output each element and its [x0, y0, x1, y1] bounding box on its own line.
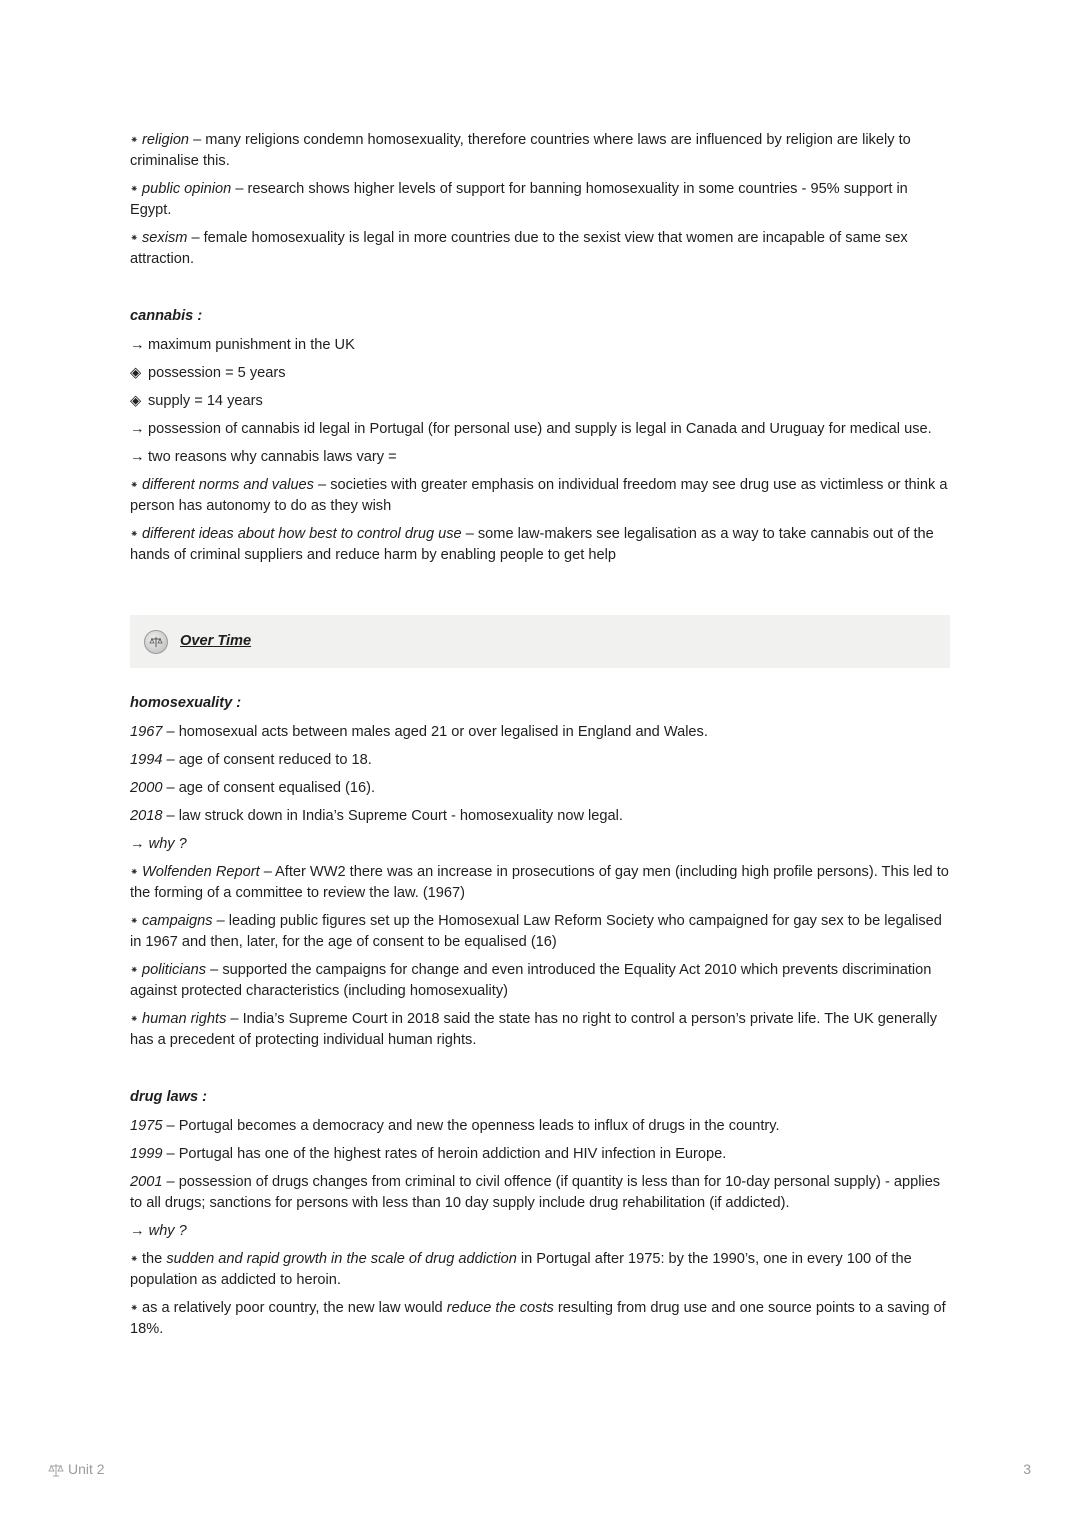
- list-item: ⁕ sexism – female homosexuality is legal in more countries due to the sexist view that women are incapable of same sex attraction.: [130, 230, 908, 267]
- callout-title: Over Time: [180, 633, 252, 649]
- timeline-item: 1967 – homosexual acts between males aged 21 or over legalised in England and Wales.: [130, 724, 708, 740]
- list-item: ⁕ different ideas about how best to control drug use – some law-makers see legalisation as a way to take cannabis out of the hands of criminal suppliers and reduce harm by enabling people to get help: [130, 526, 934, 563]
- cannabis-heading: cannabis :: [130, 308, 203, 324]
- page-body: [130, 130, 950, 1347]
- list-item: → two reasons why cannabis laws vary =: [130, 447, 950, 468]
- list-item: → possession of cannabis id legal in Portugal (for personal use) and supply is legal in Canada and Uruguay for medical use.: [130, 419, 950, 440]
- list-item: ⁕ public opinion – research shows higher levels of support for banning homosexuality in some countries - 95% support in Egypt.: [130, 181, 908, 218]
- arrow-icon: →: [130, 449, 145, 465]
- scales-icon: [48, 1462, 64, 1478]
- timeline-item: 1975 – Portugal becomes a democracy and new the openness leads to influx of drugs in the country.: [130, 1118, 780, 1134]
- timeline-item: 1994 – age of consent reduced to 18.: [130, 752, 372, 768]
- list-item: ⁕ campaigns – leading public figures set up the Homosexual Law Reform Society who campaigned for gay sex to be legalised in 1967 and then, later, for the age of consent to be equalised (16): [130, 913, 942, 950]
- diamond-icon: ◈: [130, 393, 142, 409]
- list-item: ◈ possession = 5 years: [130, 363, 950, 384]
- list-item: → maximum punishment in the UK: [130, 335, 950, 356]
- scales-icon: [144, 630, 168, 654]
- page-number: 3: [1023, 1461, 1031, 1477]
- list-item: ⁕ human rights – India’s Supreme Court in 2018 said the state has no right to control a person’s private life. The UK generally has a precedent of protecting individual human rights.: [130, 1011, 938, 1048]
- timeline-item: 2001 – possession of drugs changes from criminal to civil offence (if quantity is less than for 10-day personal supply) - applies to all drugs; sanctions for persons with less than 10 day supply include drug rehabilitation (if addicted).: [130, 1174, 941, 1211]
- arrow-icon: →: [130, 421, 145, 437]
- arrow-icon: →: [130, 337, 145, 353]
- list-item: ⁕ the sudden and rapid growth in the scale of drug addiction in Portugal after 1975: by the 1990’s, one in every 100 of the population as addicted to heroin.: [130, 1251, 912, 1288]
- timeline-item: 1999 – Portugal has one of the highest rates of heroin addiction and HIV infection in Europe.: [130, 1146, 727, 1162]
- footer-unit: [48, 1459, 105, 1480]
- why-line: → why ?: [130, 836, 187, 852]
- footer-label: Unit 2: [68, 1461, 105, 1477]
- list-item: ◈ supply = 14 years: [130, 391, 950, 412]
- homosexuality-heading: homosexuality :: [130, 695, 242, 711]
- list-item: ⁕ religion – many religions condemn homosexuality, therefore countries where laws are influenced by religion are likely to criminalise this.: [130, 132, 911, 169]
- drug-laws-heading: drug laws :: [130, 1089, 208, 1105]
- timeline-item: 2000 – age of consent equalised (16).: [130, 780, 376, 796]
- list-item: ⁕ Wolfenden Report – After WW2 there was an increase in prosecutions of gay men (including high profile persons). This led to the forming of a committee to review the law. (1967): [130, 864, 949, 901]
- over-time-callout: [130, 615, 950, 668]
- why-line: → why ?: [130, 1223, 187, 1239]
- list-item: ⁕ different norms and values – societies with greater emphasis on individual freedom may see drug use as victimless or think a person has autonomy to do as they wish: [130, 477, 948, 514]
- timeline-item: 2018 – law struck down in India’s Supreme Court - homosexuality now legal.: [130, 808, 623, 824]
- scales-icon: [149, 635, 163, 649]
- list-item: ⁕ politicians – supported the campaigns for change and even introduced the Equality Act 2010 which prevents discrimination against protected characteristics (including homosexuality): [130, 962, 932, 999]
- list-item: ⁕ as a relatively poor country, the new law would reduce the costs resulting from drug use and one source points to a saving of 18%.: [130, 1300, 946, 1337]
- diamond-icon: ◈: [130, 365, 142, 381]
